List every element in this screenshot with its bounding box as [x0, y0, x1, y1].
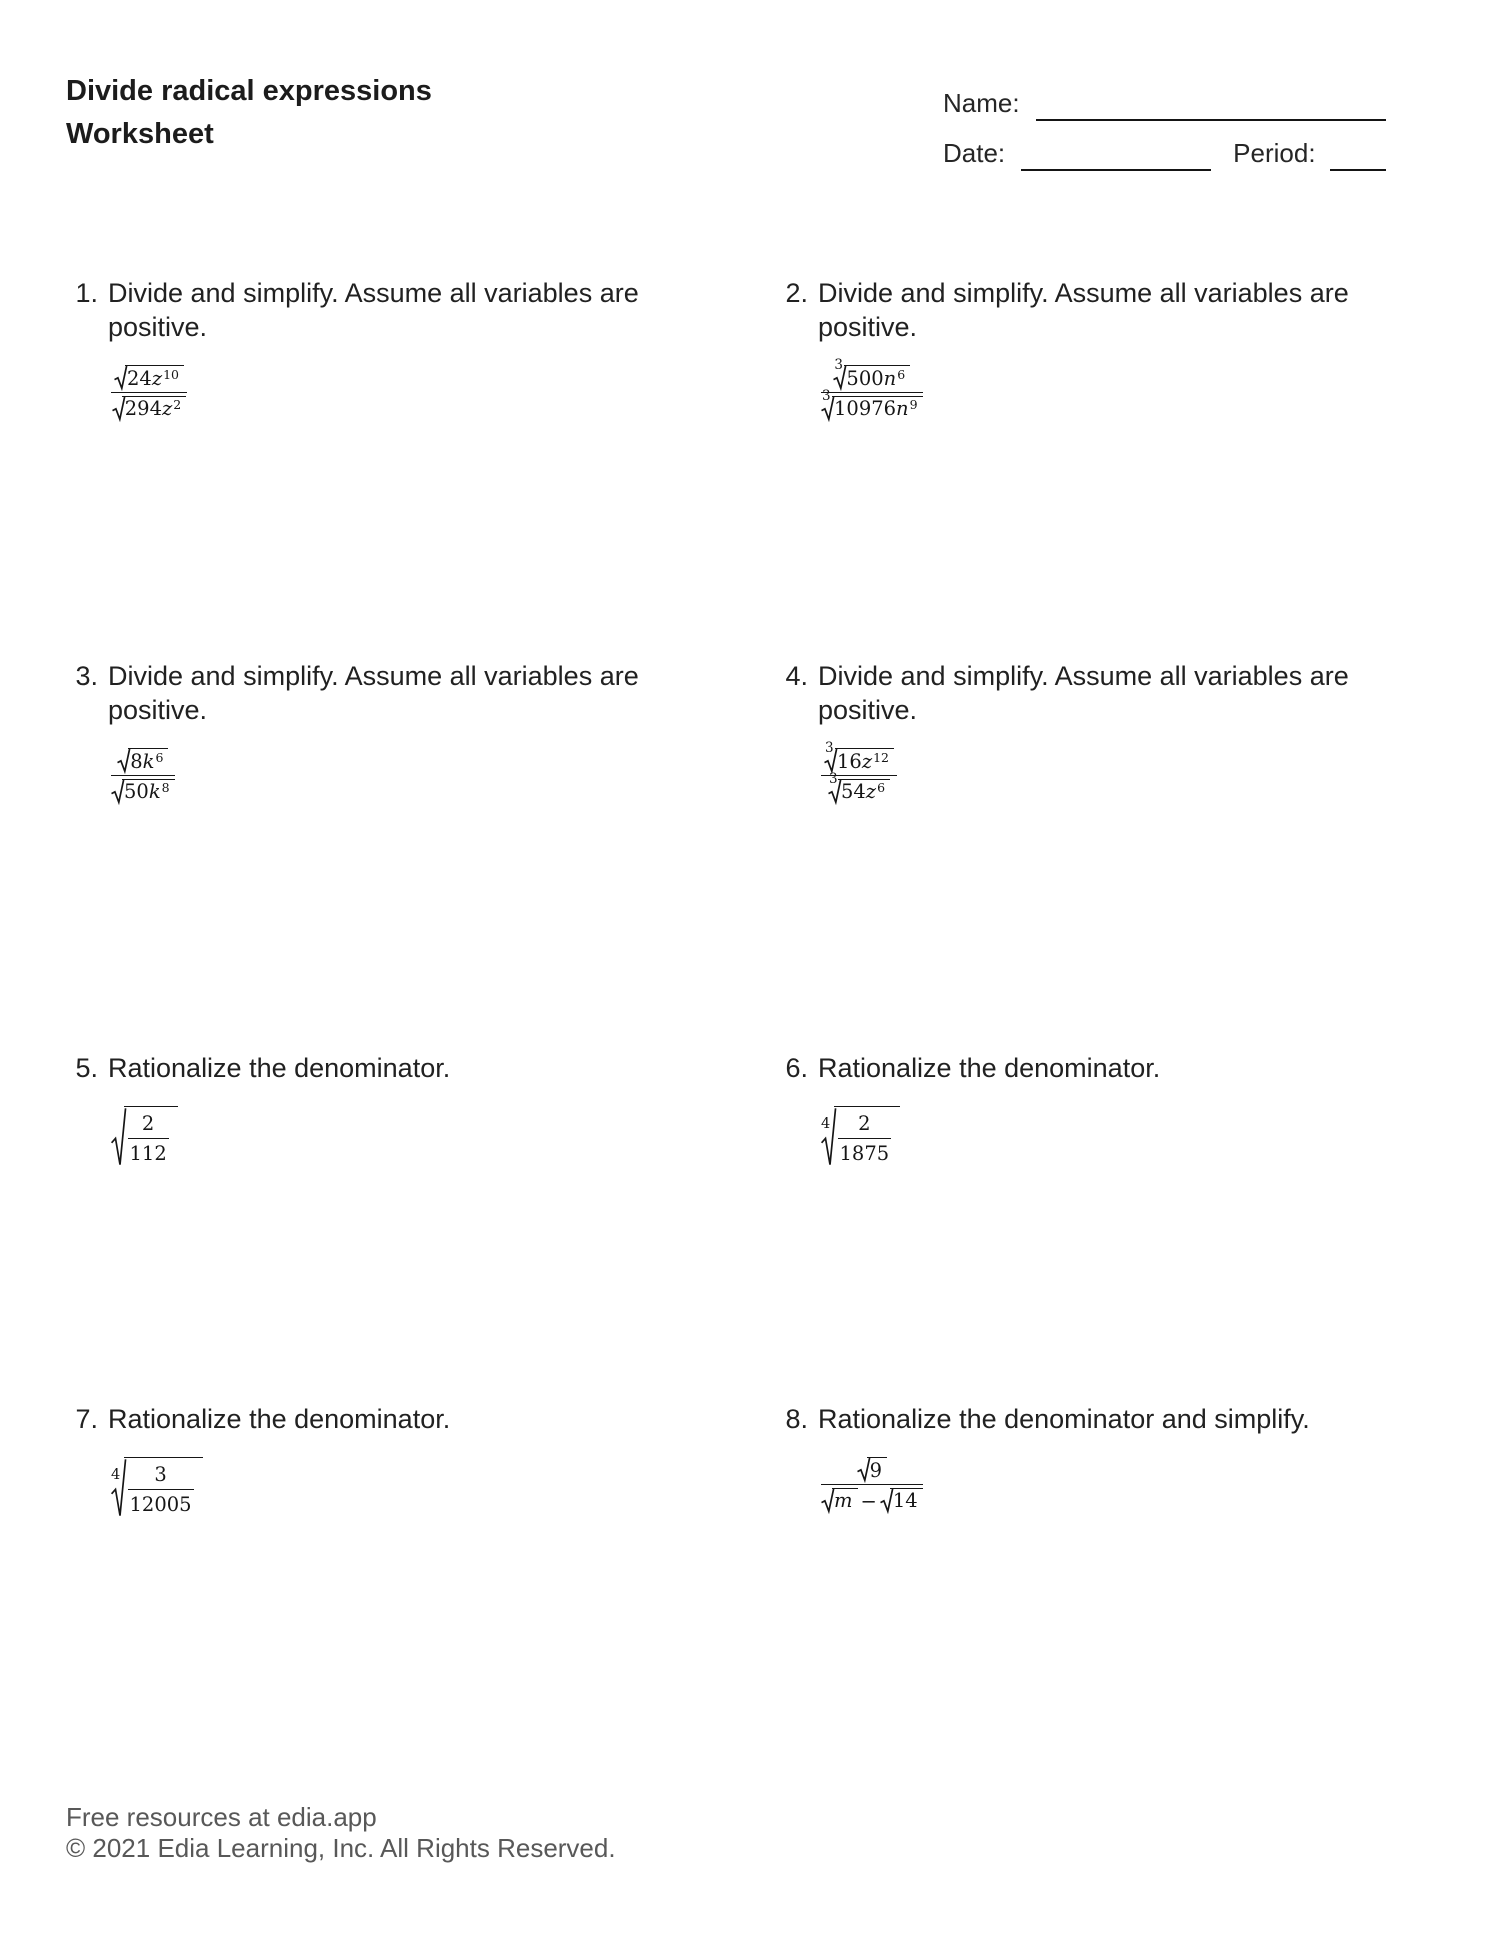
prompt-line: Rationalize the denominator.	[108, 1053, 451, 1083]
variable: m	[834, 1489, 853, 1512]
radical-sign-icon	[880, 1488, 893, 1513]
radical-sign-icon	[114, 365, 127, 390]
denominator-expression	[821, 1488, 923, 1513]
prompt-line: Rationalize the denominator and simplify.	[818, 1404, 1310, 1434]
variable: z	[151, 366, 163, 390]
title-line-2: Worksheet	[66, 118, 214, 150]
name-blank-line	[1036, 95, 1386, 121]
radicand	[832, 396, 923, 420]
coefficient: 8	[130, 749, 143, 773]
exponent: 9	[909, 397, 918, 412]
variable: k	[142, 749, 155, 773]
prompt-line: Rationalize the denominator.	[108, 1404, 451, 1434]
fraction-denominator	[112, 393, 186, 421]
prompt-line: Divide and simplify. Assume all variables are	[818, 278, 1349, 308]
math-expression	[821, 740, 1418, 803]
footer-copyright-text: © 2021 Edia Learning, Inc. All Rights Reserved.	[66, 1833, 616, 1863]
problem-number: 3.	[75, 661, 98, 691]
period-blank-line	[1330, 145, 1386, 171]
fraction-denominator	[828, 770, 890, 804]
radicand	[122, 779, 175, 803]
fraction-numerator	[821, 357, 923, 393]
radical	[821, 387, 923, 421]
exponent: 12	[873, 749, 890, 765]
student-info-block	[943, 88, 1386, 171]
coefficient: 10976	[834, 397, 897, 420]
radicand	[124, 1106, 178, 1168]
radicand	[122, 396, 186, 420]
period-label: Period:	[1233, 138, 1316, 168]
fraction	[128, 1112, 169, 1167]
problem-6	[776, 1051, 1418, 1168]
radical	[821, 1106, 900, 1168]
radicand	[867, 1457, 887, 1481]
math-expression	[111, 748, 708, 803]
page-footer	[66, 1802, 616, 1864]
problem-number: 4.	[785, 661, 808, 691]
radicand	[128, 748, 169, 772]
problem-prompt	[818, 659, 1418, 727]
radical	[833, 357, 910, 390]
prompt-line: positive.	[108, 312, 208, 342]
radical-sign-icon	[112, 396, 125, 421]
problem-number: 7.	[75, 1404, 98, 1434]
problem-8	[776, 1402, 1418, 1513]
variable: z	[865, 780, 877, 803]
coefficient: 9	[869, 1458, 883, 1482]
radical-sign-icon	[111, 1106, 126, 1168]
date-period-row	[943, 138, 1386, 171]
radicand	[844, 365, 910, 389]
fraction-numerator	[111, 365, 187, 393]
fraction-numerator	[111, 748, 175, 776]
exponent: 2	[173, 397, 182, 412]
date-label: Date:	[943, 138, 1006, 168]
date-blank-line	[1021, 145, 1211, 171]
radicand	[838, 779, 890, 803]
coefficient: 50	[124, 780, 149, 803]
math-expression	[821, 1106, 1418, 1168]
coefficient: 294	[124, 397, 162, 420]
title-line-1: Divide radical expressions	[66, 75, 432, 107]
fraction-numerator: 2	[128, 1112, 169, 1139]
radicand	[832, 1488, 858, 1512]
fraction	[128, 1463, 194, 1518]
name-label: Name:	[943, 88, 1020, 118]
problem-7	[66, 1402, 708, 1519]
prompt-line: Divide and simplify. Assume all variables are	[108, 661, 639, 691]
prompt-line: positive.	[818, 695, 918, 725]
variable: z	[162, 397, 173, 420]
radicand	[125, 365, 185, 389]
problem-prompt	[108, 1051, 708, 1085]
radical-sign-icon	[857, 1457, 870, 1482]
radical	[824, 740, 894, 773]
fraction	[821, 740, 897, 803]
radicand	[890, 1488, 922, 1512]
footer-resources-text: Free resources at edia.app	[66, 1802, 377, 1832]
exponent: 6	[897, 366, 906, 382]
coefficient: 500	[846, 366, 884, 390]
radical	[111, 1106, 178, 1168]
problem-3	[66, 659, 708, 803]
problem-number: 2.	[785, 278, 808, 308]
minus-operator: −	[860, 1489, 877, 1513]
coefficient: 16	[837, 749, 862, 773]
coefficient: 24	[127, 366, 152, 390]
root-index: 3	[834, 357, 843, 373]
coefficient: 54	[840, 780, 866, 803]
problem-1	[66, 276, 708, 420]
fraction-denominator	[821, 1485, 923, 1513]
radicand	[124, 1457, 203, 1519]
fraction-denominator	[111, 776, 175, 804]
root-index: 3	[825, 740, 834, 756]
prompt-line: Divide and simplify. Assume all variables are	[818, 661, 1349, 691]
worksheet-title	[66, 70, 432, 156]
fraction	[111, 748, 175, 803]
prompt-line: positive.	[108, 695, 208, 725]
root-index: 4	[111, 1467, 121, 1483]
name-row	[943, 88, 1386, 121]
radical-sign-icon	[117, 748, 130, 773]
problem-4	[776, 659, 1418, 803]
radical	[828, 770, 890, 804]
radical	[111, 1457, 203, 1519]
problem-prompt	[108, 1402, 708, 1436]
radicand	[835, 748, 895, 772]
fraction-denominator: 12005	[129, 1493, 192, 1517]
root-index: 4	[821, 1116, 831, 1132]
problem-prompt	[818, 1402, 1418, 1436]
radical-sign-icon	[111, 779, 124, 804]
variable: k	[148, 780, 161, 803]
radical	[111, 779, 175, 804]
fraction	[821, 1457, 923, 1513]
problem-number: 1.	[75, 278, 98, 308]
math-expression	[821, 357, 1418, 420]
radical	[821, 1488, 858, 1513]
math-expression	[111, 365, 708, 420]
fraction-denominator: 112	[129, 1142, 167, 1166]
fraction-denominator: 1875	[839, 1142, 890, 1166]
problem-number: 5.	[75, 1053, 98, 1083]
exponent: 8	[161, 780, 170, 795]
root-index: 3	[828, 770, 838, 787]
variable: n	[896, 397, 909, 420]
prompt-line: positive.	[818, 312, 918, 342]
radical	[112, 396, 186, 421]
variable: n	[883, 366, 897, 390]
variable: z	[861, 749, 873, 773]
prompt-line: Divide and simplify. Assume all variables are	[108, 278, 639, 308]
radical-sign-icon	[821, 1488, 834, 1513]
fraction-numerator: 2	[838, 1112, 892, 1139]
problem-prompt	[108, 659, 708, 727]
problem-2	[776, 276, 1418, 420]
problem-5	[66, 1051, 708, 1168]
fraction	[111, 365, 187, 420]
prompt-line: Rationalize the denominator.	[818, 1053, 1161, 1083]
problem-prompt	[108, 276, 708, 344]
problem-prompt	[818, 276, 1418, 344]
math-expression	[111, 1106, 708, 1168]
fraction-numerator	[821, 1457, 923, 1485]
exponent: 6	[155, 749, 164, 765]
problem-prompt	[818, 1051, 1418, 1085]
radical	[114, 365, 184, 390]
radicand	[834, 1106, 901, 1168]
fraction-numerator: 3	[128, 1463, 194, 1490]
math-expression	[111, 1457, 708, 1519]
root-index: 3	[822, 387, 831, 404]
fraction	[838, 1112, 892, 1167]
math-expression	[821, 1457, 1418, 1513]
exponent: 10	[163, 366, 180, 382]
problem-number: 6.	[785, 1053, 808, 1083]
fraction-denominator	[821, 387, 923, 421]
fraction	[821, 357, 923, 420]
radical	[857, 1457, 887, 1482]
problem-number: 8.	[785, 1404, 808, 1434]
radical	[117, 748, 168, 773]
exponent: 6	[877, 780, 886, 795]
radical	[880, 1488, 923, 1513]
coefficient: 14	[892, 1489, 918, 1512]
